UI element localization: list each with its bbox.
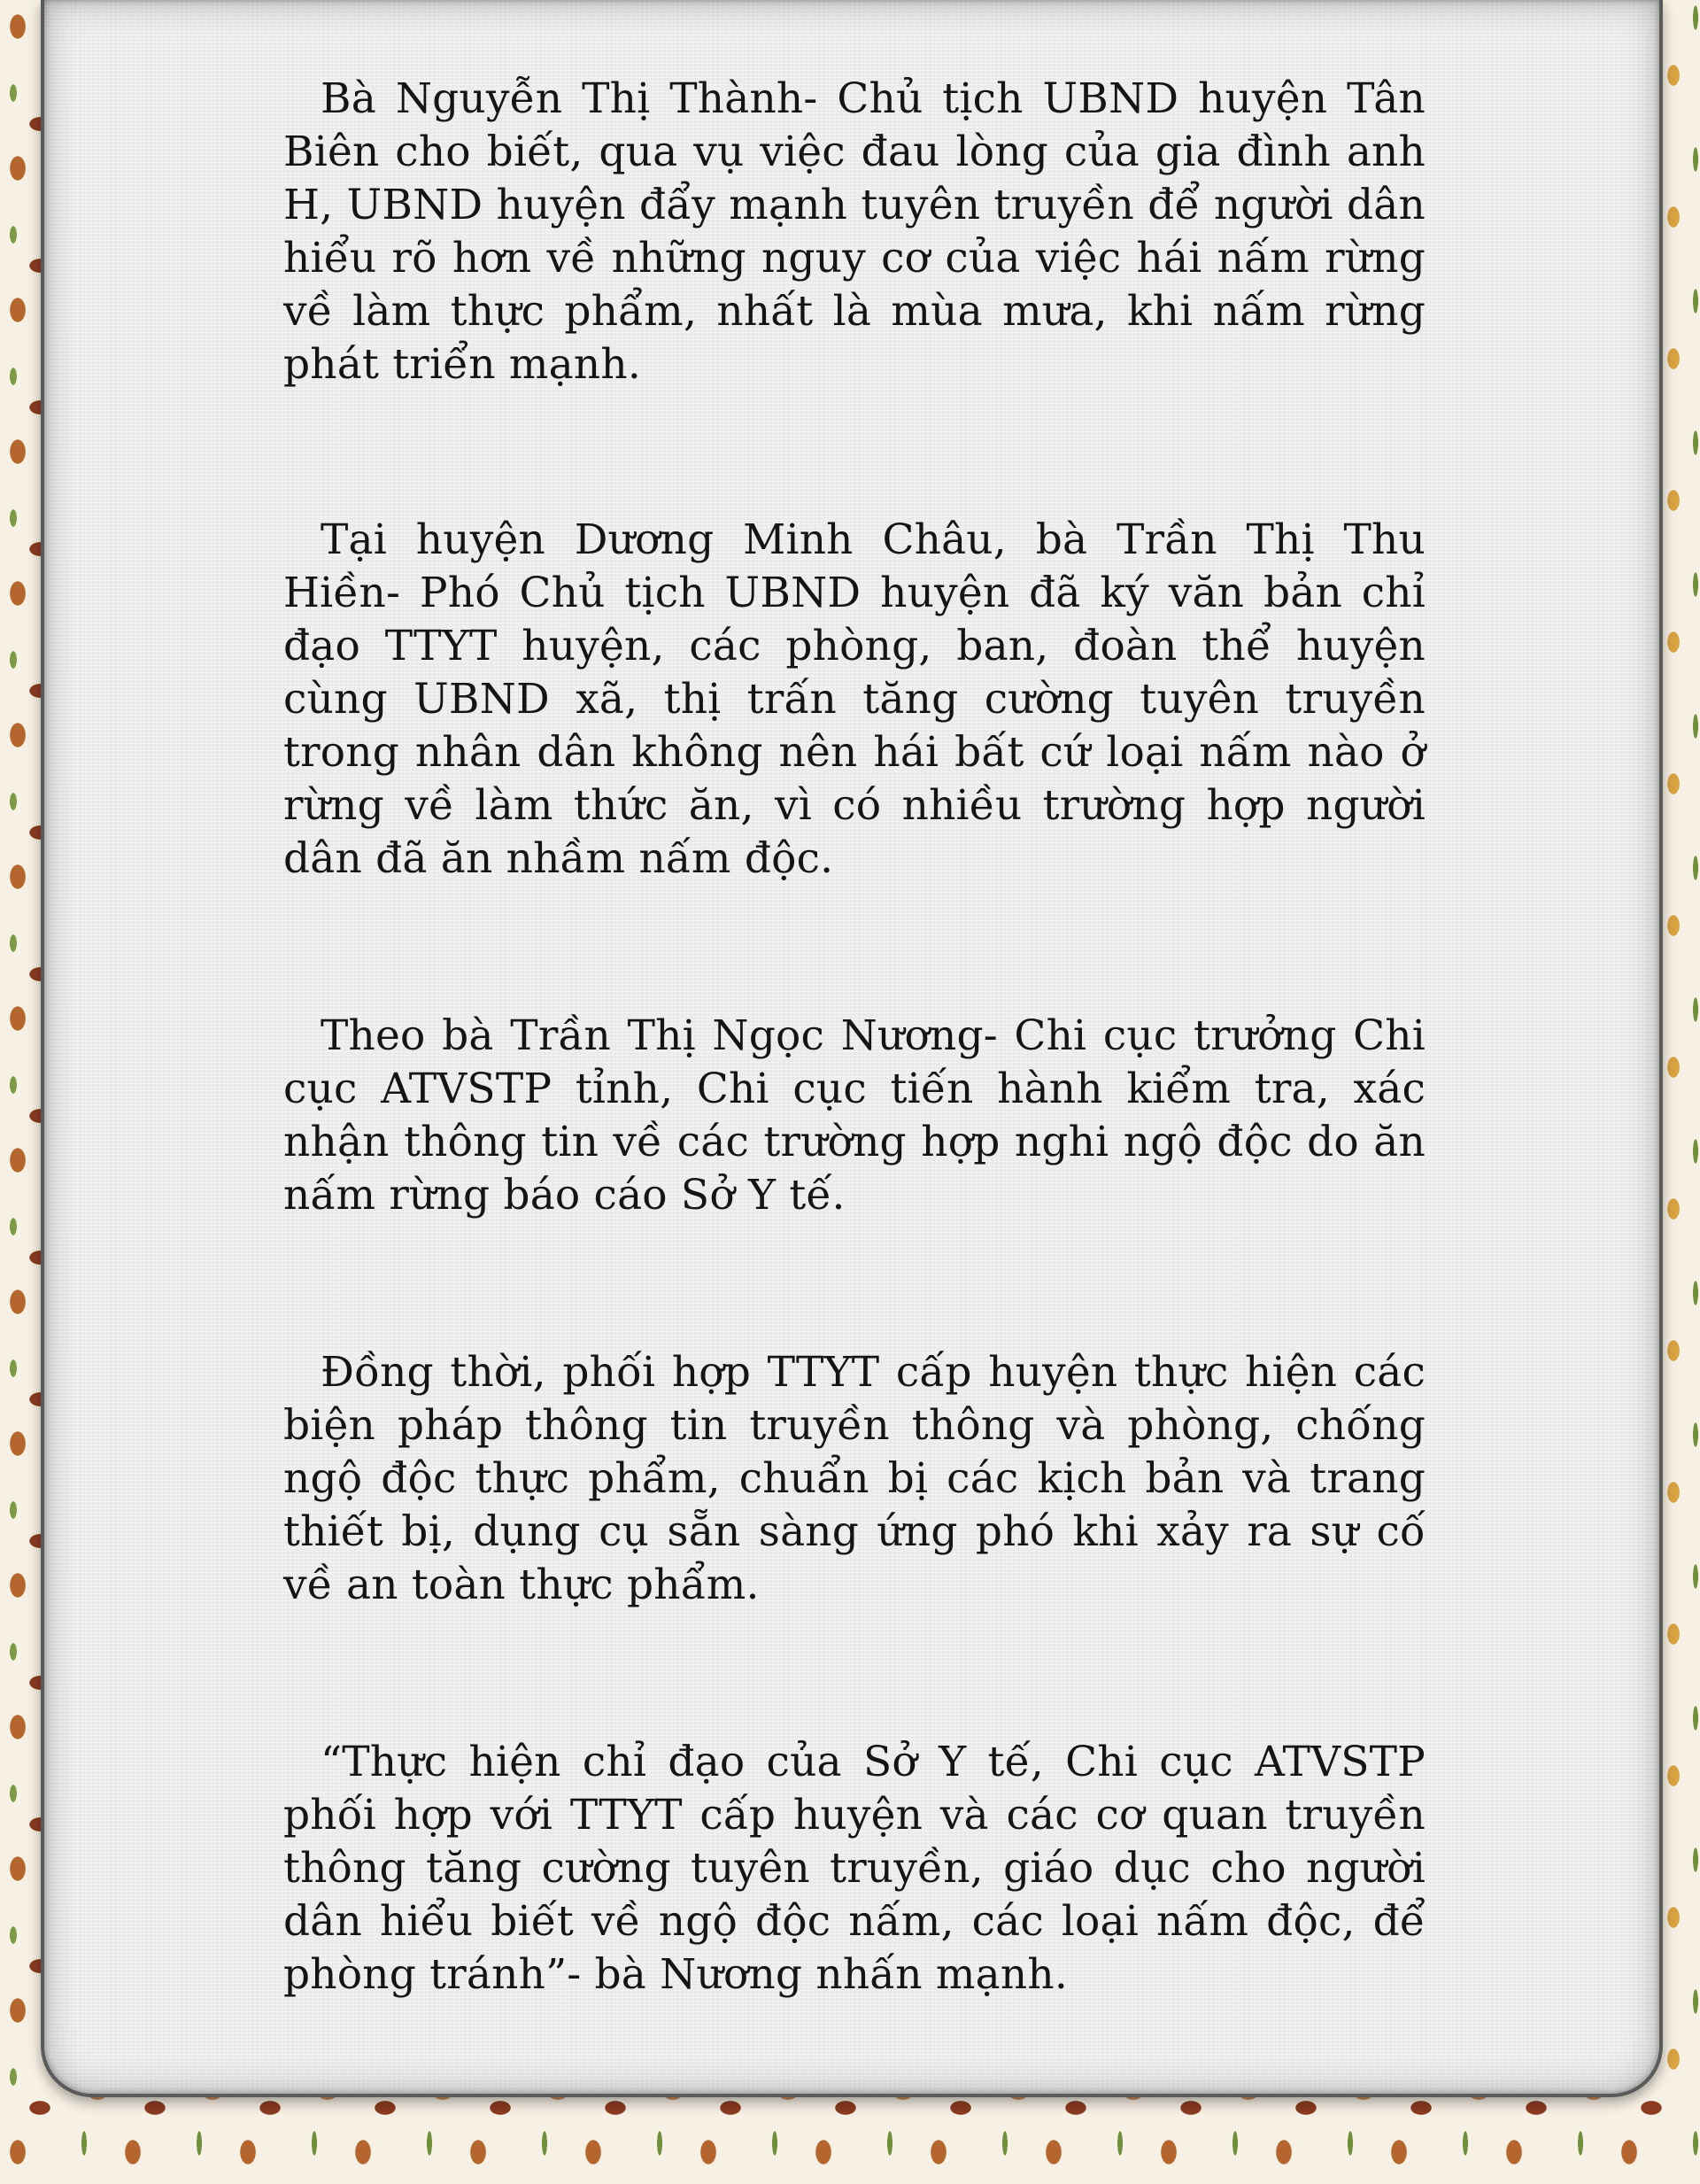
article-card (41, 0, 1663, 2097)
paragraph-1: Bà Nguyễn Thị Thành- Chủ tịch UBND huyện Tân Biên cho biết, qua vụ việc đau lòng của gia đình anh H, UBND huyện đẩy mạnh tuyên truyền để người dân hiểu rõ hơn về những nguy cơ của việc hái nấm rừng về làm thực phẩm, nhất là mùa mưa, khi nấm rừng phát triển mạnh. (283, 74, 1426, 389)
paragraph-4: Đồng thời, phối hợp TTYT cấp huyện thực hiện các biện pháp thông tin truyền thông và phòng, chống ngộ độc thực phẩm, chuẩn bị các kịch bản và trang thiết bị, dụng cụ sẵn sàng ứng phó khi xảy ra sự cố về an toàn thực phẩm. (283, 1348, 1426, 1609)
paragraph-2: Tại huyện Dương Minh Châu, bà Trần Thị Thu Hiền- Phó Chủ tịch UBND huyện đã ký văn bản chỉ đạo TTYT huyện, các phòng, ban, đoàn thể huyện cùng UBND xã, thị trấn tăng cường tuyên truyền trong nhân dân không nên hái bất cứ loại nấm nào ở rừng về làm thức ăn, vì có nhiều trường hợp người dân đã ăn nhầm nấm độc. (283, 515, 1426, 883)
paragraph-5: “Thực hiện chỉ đạo của Sở Y tế, Chi cục ATVSTP phối hợp với TTYT cấp huyện và các cơ quan truyền thông tăng cường tuyên truyền, giáo dục cho người dân hiểu biết về ngộ độc nấm, các loại nấm độc, để phòng tránh”- bà Nương nhấn mạnh. (283, 1738, 1426, 1999)
paragraph-3: Theo bà Trần Thị Ngọc Nương- Chi cục trưởng Chi cục ATVSTP tỉnh, Chi cục tiến hành kiểm tra, xác nhận thông tin về các trường hợp nghi ngộ độc do ăn nấm rừng báo cáo Sở Y tế. (283, 1011, 1426, 1220)
